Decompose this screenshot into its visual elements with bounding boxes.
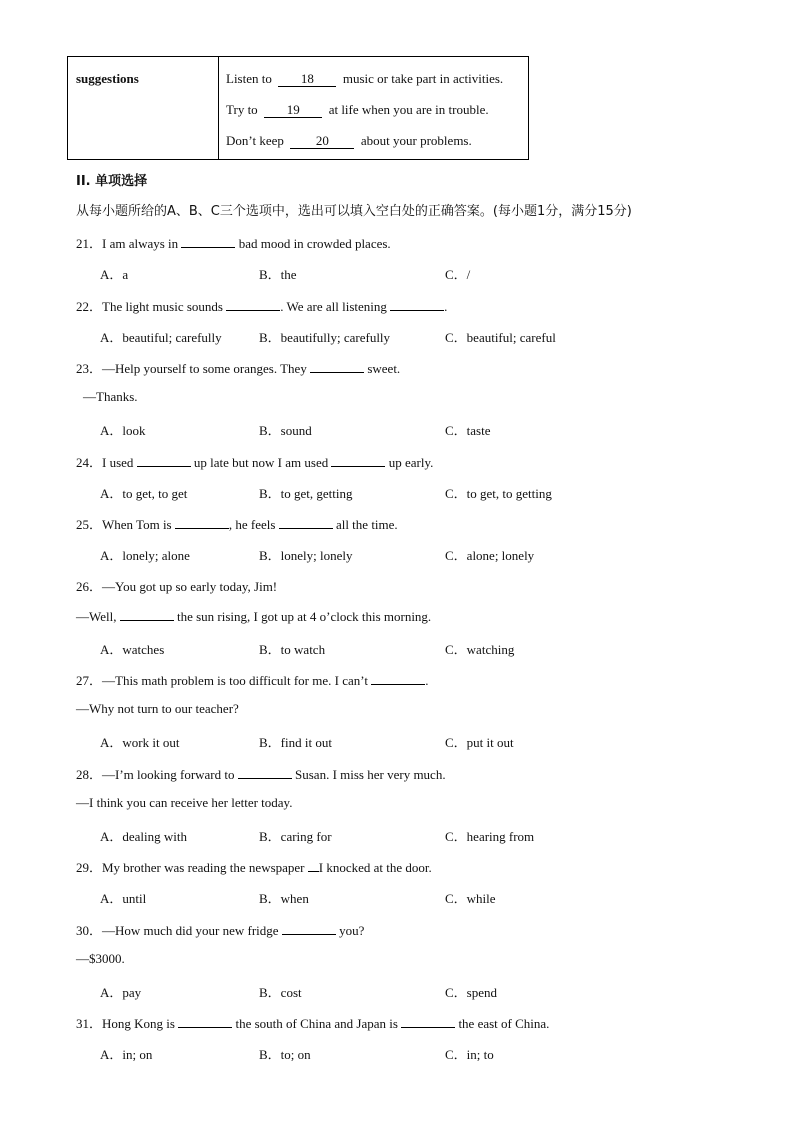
- question-21: [76, 233, 391, 252]
- option-31-b: B．to; on: [259, 1047, 311, 1062]
- answer-blank: [137, 454, 191, 467]
- answer-blank: [238, 766, 292, 779]
- table-header-cell: suggestions: [68, 57, 219, 159]
- option-28-b: B．caring for: [259, 829, 332, 844]
- question-text: you?: [339, 923, 365, 938]
- question-text: 23．—Help yourself to some oranges. They: [76, 361, 307, 376]
- dialogue-reply-30: —$3000.: [76, 951, 125, 966]
- answer-blank: [308, 859, 319, 872]
- dialogue-reply-23: —Thanks.: [83, 389, 138, 404]
- question-text: bad mood in crowded places.: [238, 236, 391, 251]
- table-line-text: Try to: [226, 102, 258, 117]
- question-24: [76, 452, 433, 471]
- question-text: sweet.: [367, 361, 401, 376]
- option-25-a: A．lonely; alone: [100, 548, 190, 563]
- question-30: [76, 920, 364, 939]
- question-31: [76, 1013, 549, 1032]
- answer-blank: [181, 235, 235, 248]
- question-text: 30．—How much did your new fridge: [76, 923, 279, 938]
- question-text: 21．I am always in: [76, 236, 179, 251]
- question-text: —Well,: [76, 609, 117, 624]
- option-21-c: C．/: [445, 267, 471, 282]
- table-line-text: Don’t keep: [226, 133, 284, 148]
- question-text: all the time.: [335, 517, 398, 532]
- answer-blank: [310, 360, 364, 373]
- option-29-b: B．when: [259, 891, 309, 906]
- answer-blank: [390, 298, 444, 311]
- question-text: 24．I used: [76, 455, 134, 470]
- answer-blank: [178, 1015, 232, 1028]
- question-text: .: [444, 299, 448, 314]
- table-line-text: music or take part in activities.: [342, 71, 504, 86]
- option-31-a: A．in; on: [100, 1047, 153, 1062]
- blank-18: 18: [278, 71, 336, 87]
- section-instructions: 从每小题所给的A、B、C三个选项中，选出可以填入空白处的正确答案。(每小题1分，满分15分): [76, 204, 632, 219]
- answer-blank: [282, 922, 336, 935]
- dialogue-reply-27: —Why not turn to our teacher?: [76, 701, 239, 716]
- question-text: 25．When Tom is: [76, 517, 172, 532]
- option-23-a: A．look: [100, 423, 146, 438]
- option-30-c: C．spend: [445, 985, 498, 1000]
- table-line-18: [226, 63, 528, 94]
- table-line-19: [226, 94, 528, 125]
- option-28-c: C．hearing from: [445, 829, 535, 844]
- option-23-b: B．sound: [259, 423, 312, 438]
- dialogue-reply-28: —I think you can receive her letter today.: [76, 795, 293, 810]
- option-22-c: C．beautiful; careful: [445, 330, 556, 345]
- table-line-20: [226, 125, 528, 156]
- blank-20: 20: [290, 133, 354, 149]
- question-26: 26．—You got up so early today, Jim!: [76, 579, 278, 594]
- option-26-c: C．watching: [445, 642, 515, 657]
- table-line-text: at life when you are in trouble.: [328, 102, 489, 117]
- option-27-b: B．find it out: [259, 735, 332, 750]
- question-text: 27．—This math problem is too difficult for me. I can’t: [76, 673, 368, 688]
- option-24-b: B．to get, getting: [259, 486, 353, 501]
- question-text: , he feels: [228, 517, 276, 532]
- question-text: 28．—I’m looking forward to: [76, 767, 235, 782]
- question-text: the south of China and Japan is: [235, 1016, 398, 1031]
- question-text: the east of China.: [458, 1016, 550, 1031]
- option-26-a: A．watches: [100, 642, 165, 657]
- table-line-text: about your problems.: [360, 133, 472, 148]
- question-22: [76, 296, 447, 315]
- question-text: the sun rising, I got up at 4 o’clock this morning.: [176, 609, 432, 624]
- question-text: .: [425, 673, 429, 688]
- question-text: 29．My brother was reading the newspaper: [76, 860, 305, 875]
- question-text: 22．The light music sounds: [76, 299, 223, 314]
- option-26-b: B．to watch: [259, 642, 326, 657]
- answer-blank: [371, 672, 425, 685]
- blank-19: 19: [264, 102, 322, 118]
- question-text: 31．Hong Kong is: [76, 1016, 175, 1031]
- question-25: [76, 514, 398, 533]
- option-22-a: A．beautiful; carefully: [100, 330, 222, 345]
- option-24-c: C．to get, to getting: [445, 486, 552, 501]
- question-text: Susan. I miss her very much.: [295, 767, 446, 782]
- option-22-b: B．beautifully; carefully: [259, 330, 391, 345]
- answer-blank: [226, 298, 280, 311]
- option-30-b: B．cost: [259, 985, 302, 1000]
- option-25-c: C．alone; lonely: [445, 548, 535, 563]
- option-27-c: C．put it out: [445, 735, 514, 750]
- question-text: up early.: [388, 455, 434, 470]
- question-text: I knocked at the door.: [318, 860, 432, 875]
- question-text: . We are all listening: [280, 299, 387, 314]
- option-23-c: C．taste: [445, 423, 491, 438]
- question-text: up late but now I am used: [193, 455, 329, 470]
- answer-blank: [120, 608, 174, 621]
- option-29-a: A．until: [100, 891, 147, 906]
- answer-blank: [175, 516, 229, 529]
- dialogue-reply-26: [76, 608, 431, 625]
- table-line-text: Listen to: [226, 71, 272, 86]
- answer-blank: [401, 1015, 455, 1028]
- question-27: [76, 670, 428, 689]
- suggestions-table: [67, 56, 529, 160]
- answer-blank: [279, 516, 333, 529]
- option-28-a: A．dealing with: [100, 829, 188, 844]
- option-21-a: A．a: [100, 267, 129, 282]
- option-25-b: B．lonely; lonely: [259, 548, 353, 563]
- question-29: [76, 857, 432, 876]
- option-29-c: C．while: [445, 891, 496, 906]
- table-content-cell: [219, 57, 528, 159]
- option-24-a: A．to get, to get: [100, 486, 188, 501]
- option-27-a: A．work it out: [100, 735, 180, 750]
- answer-blank: [331, 454, 385, 467]
- option-31-c: C．in; to: [445, 1047, 494, 1062]
- section-title: II. 单项选择: [76, 174, 148, 189]
- option-30-a: A．pay: [100, 985, 142, 1000]
- question-28: [76, 764, 446, 783]
- option-21-b: B．the: [259, 267, 297, 282]
- question-23: [76, 358, 400, 377]
